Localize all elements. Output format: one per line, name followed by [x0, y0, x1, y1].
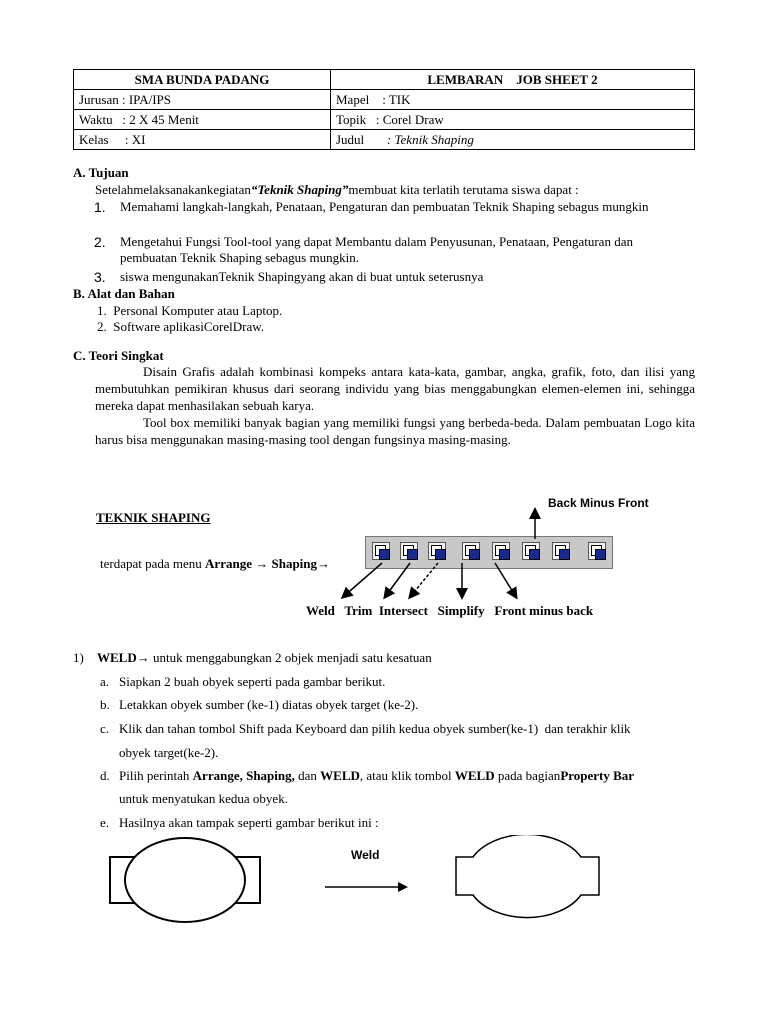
menu-prefix: terdapat pada menu [100, 556, 206, 571]
step-d-mark: d. [100, 768, 110, 783]
step-e-mark: e. [100, 815, 110, 830]
tujuan-intro-a: Setelahmelaksanakankegiatan [95, 182, 251, 197]
step-d-t3: , atau klik tombol [359, 768, 455, 783]
tujuan-intro-c: membuat kita terlatih terutama siswa dapat : [348, 182, 579, 197]
step-d-t2: dan [294, 768, 321, 783]
step-d-b1: Arrange, Shaping, [192, 768, 295, 783]
topik: Topik : Corel Draw [331, 110, 695, 130]
welded-shape [456, 835, 599, 918]
step-d-b2: WELD [320, 768, 360, 783]
alat-item-1: 1. Personal Komputer atau Laptop. [97, 303, 283, 318]
step-d-b4: Property Bar [560, 768, 635, 783]
shaping-tool-labels: Weld Trim Intersect Simplify Front minus back [306, 603, 594, 618]
menu-shaping: Shaping [271, 556, 318, 571]
weld-number: 1) [73, 650, 84, 665]
weld-arrow-head [398, 882, 408, 892]
tujuan-num-1: 1. [94, 199, 106, 215]
target-ellipse [125, 838, 245, 922]
teknik-shaping-title: TEKNIK SHAPING [96, 510, 211, 525]
tujuan-item-2: Mengetahui Fungsi Tool-tool yang dapat Membantu dalam Penyusunan, Penataan, Pengaturan dan pembuatan Teknik Shaping sebagus mungkin. [120, 234, 633, 265]
arrow-intersect [410, 563, 438, 597]
menu-arrow-1: → [255, 556, 269, 571]
weld-heading [97, 650, 432, 666]
weld-diagram [100, 835, 620, 935]
mapel: Mapel : TIK [331, 90, 695, 110]
step-d-b3: WELD [454, 768, 495, 783]
judul-label: Judul [336, 132, 387, 147]
teori-paragraph-2: Tool box memiliki banyak bagian yang memiliki fungsi yang berbeda-beda. Dalam pembuatan Logo kita harus bisa menggunakan masing-masing tool dengan fungsinya masing-masing. [95, 415, 695, 447]
judul-value: : Teknik Shaping [386, 132, 474, 147]
back-minus-front-label: Back Minus Front [548, 496, 649, 510]
teori-paragraph-1: Disain Grafis adalah kombinasi kompeks antara kata-kata, gambar, angka, grafik, foto, dan ilisi yang membutuhkan pemikiran khusus dari seorang individu yang bias menggabungkan elemen-elemen ini, sehingga mereka dapat menhasilakan sebuah karya. [95, 364, 695, 413]
step-b-mark: b. [100, 697, 110, 712]
tujuan-item-1: Memahami langkah-langkah, Penataan, Pengaturan dan pembuatan Teknik Shaping sebagus mungkin [120, 199, 649, 214]
step-d-t1: Pilih perintah [119, 768, 193, 783]
sheet-title: LEMBARAN JOB SHEET 2 [331, 70, 695, 90]
step-c-mark: c. [100, 721, 110, 736]
weld-arrow: → [136, 650, 150, 665]
tujuan-item-3: siswa mengunakanTeknik Shapingyang akan di buat untuk seterusnya [120, 269, 484, 284]
step-a: Siapkan 2 buah obyek seperti pada gambar berikut. [119, 674, 386, 689]
jurusan: Jurusan : IPA/IPS [74, 90, 331, 110]
step-b: Letakkan obyek sumber (ke-1) diatas obyek target (ke-2). [119, 697, 419, 712]
arrow-front-minus-back [495, 563, 516, 597]
menu-arrow-2: → [317, 556, 331, 571]
alat-item-2: 2. Software aplikasiCorelDraw. [97, 319, 265, 334]
waktu: Waktu : 2 X 45 Menit [74, 110, 331, 130]
step-e: Hasilnya akan tampak seperti gambar berikut ini : [119, 815, 379, 830]
arrow-weld [343, 563, 382, 597]
step-d-t4: pada bagian [494, 768, 561, 783]
step-c-line2: obyek target(ke-2). [119, 745, 219, 760]
weld-title: WELD [97, 650, 137, 665]
school-name: SMA BUNDA PADANG [74, 70, 331, 90]
tujuan-num-3: 3. [94, 269, 106, 285]
section-b-heading: B. Alat dan Bahan [73, 286, 175, 301]
step-d-line1 [119, 768, 634, 784]
step-d-line2: untuk menyatukan kedua obyek. [119, 791, 288, 806]
weld-diagram-label: Weld [351, 848, 380, 862]
menu-arrange: Arrange [205, 556, 252, 571]
section-a-heading: A. Tujuan [73, 165, 129, 180]
tujuan-num-2: 2. [94, 234, 106, 250]
step-c-line1: Klik dan tahan tombol Shift pada Keyboard dan pilih kedua obyek sumber(ke-1) dan terakhir klik [119, 721, 631, 736]
arrow-trim [385, 563, 410, 597]
kelas: Kelas : XI [74, 130, 331, 150]
weld-desc: untuk menggabungkan 2 objek menjadi satu kesatuan [149, 650, 432, 665]
step-a-mark: a. [100, 674, 110, 689]
tujuan-intro-b: “Teknik Shaping” [250, 182, 349, 197]
section-c-heading: C. Teori Singkat [73, 348, 164, 363]
